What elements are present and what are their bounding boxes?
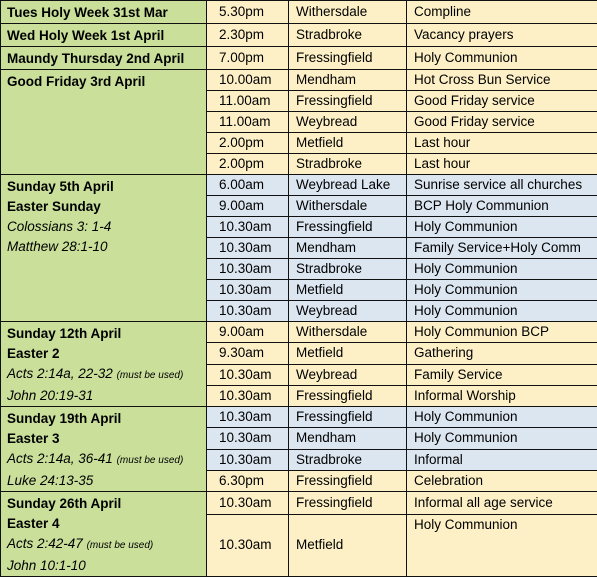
place-cell: Withersdale [289, 196, 407, 217]
place-cell: Withersdale [289, 322, 407, 343]
place-cell: Weybread [289, 112, 407, 133]
day-title: Sunday 12th April [7, 324, 206, 344]
place-cell: Stradbroke [289, 154, 407, 175]
place-cell: Stradbroke [289, 24, 407, 47]
reading-1 [7, 449, 206, 471]
table-row [1, 322, 597, 343]
table-row [1, 407, 597, 428]
reading-2: John 10:1-10 [7, 556, 206, 576]
day-label [1, 407, 207, 492]
reading-2: John 20:19-31 [7, 386, 206, 406]
service-cell: Compline [407, 1, 597, 24]
reading-1-text: Acts 2:14a, 36-41 [7, 451, 113, 466]
reading-2: Luke 24:13-35 [7, 471, 206, 491]
service-cell: Holy Communion [407, 280, 597, 301]
day-title: Maundy Thursday 2nd April [7, 49, 206, 69]
service-cell: Gathering [407, 343, 597, 364]
time-cell: 9.00am [207, 322, 289, 343]
place-cell: Mendham [289, 70, 407, 91]
place-cell: Fressingfield [289, 91, 407, 112]
time-cell: 6.00am [207, 175, 289, 196]
day-label [1, 175, 207, 322]
place-cell: Metfield [289, 133, 407, 154]
time-cell: 10.30am [207, 259, 289, 280]
service-cell: Vacancy prayers [407, 24, 597, 47]
service-cell: Good Friday service [407, 112, 597, 133]
time-cell: 5.30pm [207, 1, 289, 24]
service-cell: Good Friday service [407, 91, 597, 112]
reading-1 [7, 364, 206, 386]
day-label [1, 24, 207, 47]
time-cell: 11.00am [207, 91, 289, 112]
day-subtitle: Easter 3 [7, 429, 206, 449]
place-cell: Metfield [289, 514, 407, 576]
day-label [1, 47, 207, 70]
time-cell: 2.00pm [207, 133, 289, 154]
time-cell: 2.30pm [207, 24, 289, 47]
time-cell: 7.00pm [207, 47, 289, 70]
reading-note: (must be used) [117, 455, 184, 466]
day-title: Good Friday 3rd April [7, 72, 206, 92]
place-cell: Fressingfield [289, 385, 407, 406]
service-cell: Holy Communion [407, 514, 597, 576]
service-cell: Hot Cross Bun Service [407, 70, 597, 91]
time-cell: 10.30am [207, 428, 289, 449]
service-cell: Informal [407, 449, 597, 470]
reading-note: (must be used) [117, 370, 184, 381]
service-cell: Holy Communion [407, 301, 597, 322]
place-cell: Weybread [289, 364, 407, 385]
place-cell: Fressingfield [289, 492, 407, 515]
time-cell: 10.30am [207, 449, 289, 470]
service-cell: Holy Communion [407, 428, 597, 449]
service-cell: BCP Holy Communion [407, 196, 597, 217]
time-cell: 10.30am [207, 238, 289, 259]
day-title: Wed Holy Week 1st April [7, 26, 206, 46]
table-row [1, 47, 597, 70]
place-cell: Weybread [289, 301, 407, 322]
table-row [1, 175, 597, 196]
service-cell: Celebration [407, 470, 597, 491]
time-cell: 2.00pm [207, 154, 289, 175]
time-cell: 10.30am [207, 385, 289, 406]
time-cell: 10.30am [207, 514, 289, 576]
place-cell: Metfield [289, 343, 407, 364]
place-cell: Metfield [289, 280, 407, 301]
time-cell: 10.30am [207, 217, 289, 238]
service-cell: Family Service [407, 364, 597, 385]
day-label [1, 492, 207, 577]
place-cell: Fressingfield [289, 217, 407, 238]
day-subtitle: Easter Sunday [7, 197, 206, 217]
reading-1-text: Acts 2:14a, 22-32 [7, 366, 113, 381]
time-cell: 10.30am [207, 492, 289, 515]
day-title: Tues Holy Week 31st Mar [7, 3, 206, 23]
reading-note: (must be used) [87, 540, 154, 551]
service-cell: Informal Worship [407, 385, 597, 406]
time-cell: 10.00am [207, 70, 289, 91]
time-cell: 10.30am [207, 280, 289, 301]
place-cell: Fressingfield [289, 407, 407, 428]
day-subtitle: Easter 2 [7, 344, 206, 364]
service-cell: Holy Communion [407, 407, 597, 428]
service-cell: Sunrise service all churches [407, 175, 597, 196]
service-cell: Holy Communion [407, 259, 597, 280]
service-cell: Last hour [407, 154, 597, 175]
place-cell: Stradbroke [289, 259, 407, 280]
service-cell: Last hour [407, 133, 597, 154]
reading-1: Colossians 3: 1-4 [7, 217, 206, 237]
table-row [1, 24, 597, 47]
time-cell: 9.00am [207, 196, 289, 217]
time-cell: 10.30am [207, 364, 289, 385]
table-row [1, 70, 597, 91]
day-label [1, 1, 207, 24]
service-cell: Holy Communion [407, 47, 597, 70]
time-cell: 10.30am [207, 301, 289, 322]
reading-1-text: Acts 2:42-47 [7, 536, 83, 551]
service-cell: Holy Communion BCP [407, 322, 597, 343]
time-cell: 11.00am [207, 112, 289, 133]
table-row [1, 492, 597, 515]
day-label [1, 322, 207, 407]
place-cell: Fressingfield [289, 47, 407, 70]
time-cell: 10.30am [207, 407, 289, 428]
day-title: Sunday 5th April [7, 177, 206, 197]
place-cell: Weybread Lake [289, 175, 407, 196]
place-cell: Mendham [289, 238, 407, 259]
day-label [1, 70, 207, 175]
place-cell: Fressingfield [289, 470, 407, 491]
day-subtitle: Easter 4 [7, 514, 206, 534]
service-cell: Family Service+Holy Comm [407, 238, 597, 259]
day-title: Sunday 19th April [7, 409, 206, 429]
place-cell: Withersdale [289, 1, 407, 24]
time-cell: 9.30am [207, 343, 289, 364]
day-title: Sunday 26th April [7, 494, 206, 514]
service-cell: Holy Communion [407, 217, 597, 238]
time-cell: 6.30pm [207, 470, 289, 491]
place-cell: Stradbroke [289, 449, 407, 470]
place-cell: Mendham [289, 428, 407, 449]
service-cell: Informal all age service [407, 492, 597, 515]
table-row [1, 1, 597, 24]
reading-1 [7, 534, 206, 556]
reading-2: Matthew 28:1-10 [7, 237, 206, 257]
